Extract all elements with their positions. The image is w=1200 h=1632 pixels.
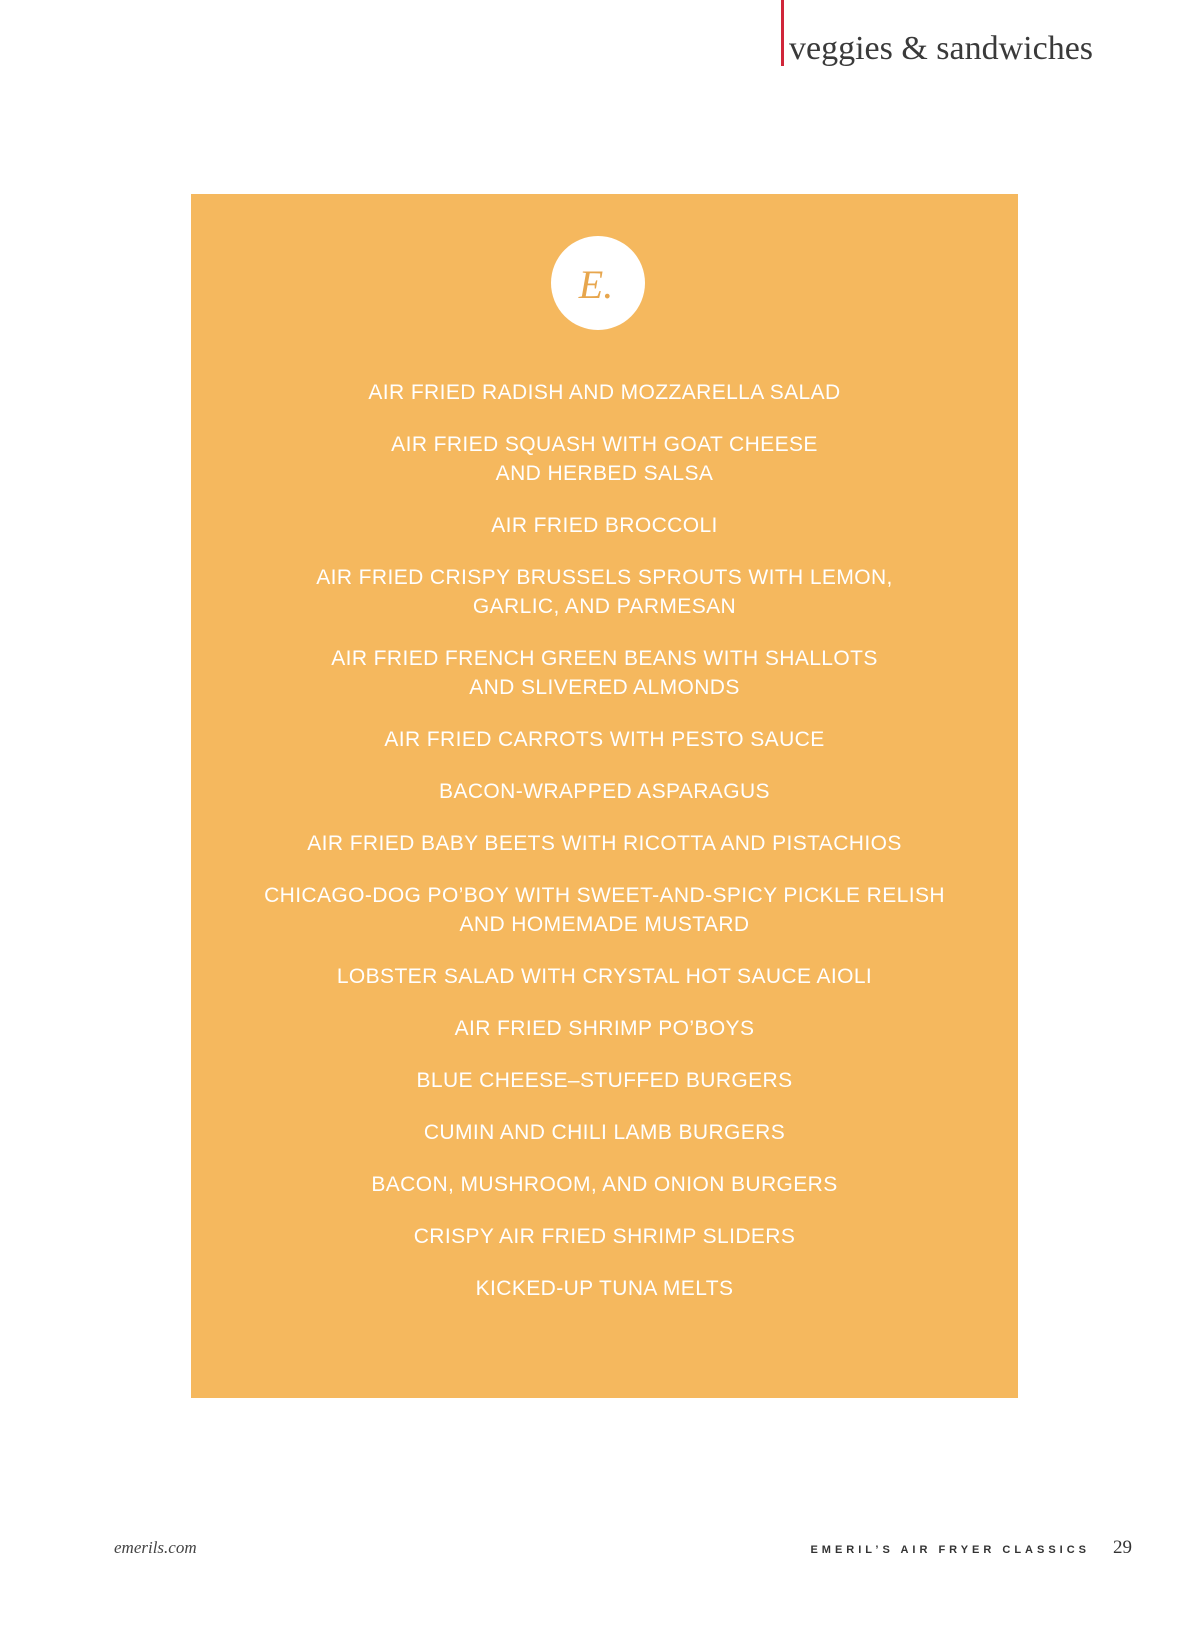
- recipe-item: [191, 563, 1018, 621]
- recipe-title-line: AND HERBED SALSA: [495, 462, 714, 485]
- recipe-item: [191, 777, 1018, 806]
- recipe-list: [191, 378, 1018, 1326]
- recipe-title-line: AND HOMEMADE MUSTARD: [459, 913, 750, 936]
- recipe-title-line: AIR FRIED BABY BEETS WITH RICOTTA AND PISTACHIOS: [307, 832, 902, 855]
- recipe-item: [191, 644, 1018, 702]
- recipe-item: [191, 1222, 1018, 1251]
- recipe-item: [191, 881, 1018, 939]
- header-accent-rule: [781, 0, 784, 66]
- emeril-logo-mark: E.: [578, 262, 614, 307]
- section-title: veggies & sandwiches: [789, 30, 1094, 67]
- recipe-item: [191, 1170, 1018, 1199]
- recipe-title-line: GARLIC, AND PARMESAN: [472, 595, 737, 618]
- recipe-title-line: AIR FRIED SHRIMP PO’BOYS: [454, 1017, 755, 1040]
- recipe-title-line: CHICAGO-DOG PO’BOY WITH SWEET-AND-SPICY PICKLE RELISH: [264, 884, 945, 907]
- footer-website: emerils.com: [114, 1538, 197, 1557]
- recipe-item: [191, 962, 1018, 991]
- recipe-item: [191, 430, 1018, 488]
- recipe-title-line: LOBSTER SALAD WITH CRYSTAL HOT SAUCE AIOLI: [336, 965, 873, 988]
- recipe-item: [191, 1014, 1018, 1043]
- recipe-title-line: KICKED-UP TUNA MELTS: [475, 1277, 734, 1300]
- page-number: 29: [1113, 1537, 1132, 1558]
- recipe-item: [191, 1274, 1018, 1303]
- recipe-title-line: AIR FRIED CARROTS WITH PESTO SAUCE: [384, 728, 825, 751]
- recipe-index-panel: [191, 194, 1018, 1398]
- recipe-title-line: CRISPY AIR FRIED SHRIMP SLIDERS: [413, 1225, 796, 1248]
- emeril-logo: [551, 236, 645, 330]
- recipe-title-line: AIR FRIED FRENCH GREEN BEANS WITH SHALLOTS: [331, 647, 878, 670]
- footer-book-title: EMERIL’S AIR FRYER CLASSICS: [810, 1544, 1090, 1556]
- recipe-title-line: CUMIN AND CHILI LAMB BURGERS: [423, 1121, 786, 1144]
- recipe-title-line: BACON, MUSHROOM, AND ONION BURGERS: [371, 1173, 838, 1196]
- recipe-item: [191, 829, 1018, 858]
- recipe-item: [191, 1066, 1018, 1095]
- recipe-title-line: AIR FRIED BROCCOLI: [491, 514, 718, 537]
- recipe-title-line: AND SLIVERED ALMONDS: [469, 676, 740, 699]
- recipe-title-line: AIR FRIED RADISH AND MOZZARELLA SALAD: [368, 381, 841, 404]
- recipe-title-line: BLUE CHEESE–STUFFED BURGERS: [416, 1069, 793, 1092]
- recipe-item: [191, 725, 1018, 754]
- recipe-title-line: BACON-WRAPPED ASPARAGUS: [439, 780, 770, 803]
- recipe-item: [191, 378, 1018, 407]
- recipe-item: [191, 1118, 1018, 1147]
- recipe-title-line: AIR FRIED SQUASH WITH GOAT CHEESE: [391, 433, 818, 456]
- recipe-title-line: AIR FRIED CRISPY BRUSSELS SPROUTS WITH LEMON,: [316, 566, 893, 589]
- recipe-item: [191, 511, 1018, 540]
